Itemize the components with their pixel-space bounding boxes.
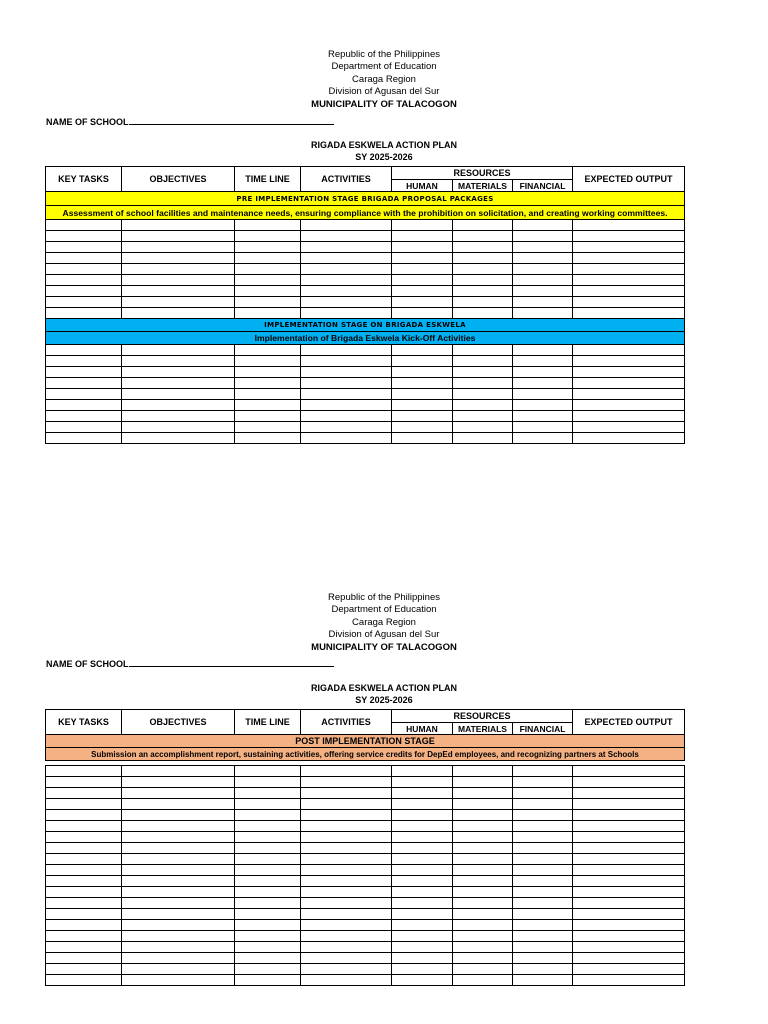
table-row[interactable] xyxy=(46,964,685,975)
table-row[interactable] xyxy=(46,777,685,788)
table-row[interactable] xyxy=(46,345,685,356)
table-row[interactable] xyxy=(46,832,685,843)
table-row[interactable] xyxy=(46,242,685,253)
table-row[interactable] xyxy=(46,975,685,986)
table-row[interactable] xyxy=(46,356,685,367)
header-line-region: Caraga Region xyxy=(352,73,416,85)
table-row[interactable] xyxy=(46,275,685,286)
letterhead xyxy=(0,592,768,654)
header-line-republic: Republic of the Philippines xyxy=(328,592,440,603)
col-expected-output: EXPECTED OUTPUT xyxy=(573,167,685,192)
pre-stage-description: Assessment of school facilities and maintenance needs, ensuring compliance with the prohibition on solicitation, and creating working committees. xyxy=(46,206,685,220)
table-row[interactable] xyxy=(46,297,685,308)
school-name-field[interactable] xyxy=(46,115,334,127)
header-line-division: Division of Agusan del Sur xyxy=(328,629,440,641)
col-expected-output: EXPECTED OUTPUT xyxy=(573,710,685,735)
impl-stage-description: Implementation of Brigada Eskwela Kick-Off Activities xyxy=(46,332,685,345)
col-materials: MATERIALS xyxy=(453,723,513,735)
pre-stage-title: PRE IMPLEMENTATION STAGE BRIGADA PROPOSAL PACKAGES xyxy=(46,192,685,206)
school-name-label: NAME OF SCHOOL xyxy=(46,117,129,127)
table-row[interactable] xyxy=(46,766,685,777)
table-row[interactable] xyxy=(46,422,685,433)
table-row[interactable] xyxy=(46,788,685,799)
table-row[interactable] xyxy=(46,389,685,400)
table-row[interactable] xyxy=(46,367,685,378)
table-row[interactable] xyxy=(46,220,685,231)
table-row[interactable] xyxy=(46,909,685,920)
post-stage-description: Submission an accomplishment report, sustaining activities, offering service credits for DepEd employees, and recognizing partners at Schools xyxy=(46,748,685,761)
col-time-line: TIME LINE xyxy=(235,710,301,735)
plan-title-block xyxy=(0,140,768,163)
plan-title-block xyxy=(0,683,768,706)
table-row[interactable] xyxy=(46,264,685,275)
table-row[interactable] xyxy=(46,821,685,832)
table-row[interactable] xyxy=(46,920,685,931)
table-row[interactable] xyxy=(46,411,685,422)
col-key-tasks: KEY TASKS xyxy=(46,167,122,192)
header-line-deped: Department of Education xyxy=(331,61,437,73)
col-materials: MATERIALS xyxy=(453,180,513,192)
school-name-blank-line[interactable] xyxy=(129,657,334,667)
col-financial: FINANCIAL xyxy=(513,180,573,192)
header-line-republic: Republic of the Philippines xyxy=(328,49,440,60)
col-financial: FINANCIAL xyxy=(513,723,573,735)
table-row[interactable] xyxy=(46,931,685,942)
header-line-municipality: MUNICIPALITY OF TALACOGON xyxy=(311,641,457,653)
col-time-line: TIME LINE xyxy=(235,167,301,192)
header-line-municipality: MUNICIPALITY OF TALACOGON xyxy=(311,98,457,110)
plan-title: RIGADA ESKWELA ACTION PLAN xyxy=(311,140,457,150)
header-line-deped: Department of Education xyxy=(331,604,437,616)
col-resources: RESOURCES xyxy=(392,710,573,723)
table-row[interactable] xyxy=(46,799,685,810)
table-row[interactable] xyxy=(46,308,685,319)
school-name-label: NAME OF SCHOOL xyxy=(46,659,129,669)
school-name-field[interactable] xyxy=(46,657,334,669)
letterhead xyxy=(0,49,768,111)
table-row[interactable] xyxy=(46,876,685,887)
table-row[interactable] xyxy=(46,887,685,898)
page-2 xyxy=(0,543,768,1024)
table-row[interactable] xyxy=(46,253,685,264)
post-stage-title: POST IMPLEMENTATION STAGE xyxy=(46,735,685,748)
table-row[interactable] xyxy=(46,953,685,964)
action-plan-table-1 xyxy=(45,166,685,444)
plan-title: RIGADA ESKWELA ACTION PLAN xyxy=(311,683,457,693)
table-row[interactable] xyxy=(46,865,685,876)
table-row[interactable] xyxy=(46,942,685,953)
page-1 xyxy=(0,0,768,500)
table-row[interactable] xyxy=(46,843,685,854)
table-row[interactable] xyxy=(46,231,685,242)
col-human: HUMAN xyxy=(392,180,453,192)
table-row[interactable] xyxy=(46,810,685,821)
col-objectives: OBJECTIVES xyxy=(122,710,235,735)
school-name-blank-line[interactable] xyxy=(129,115,334,125)
action-plan-table-2 xyxy=(45,709,685,986)
table-row[interactable] xyxy=(46,854,685,865)
col-activities: ACTIVITIES xyxy=(301,167,392,192)
col-objectives: OBJECTIVES xyxy=(122,167,235,192)
school-year: SY 2025-2026 xyxy=(355,151,413,162)
col-resources: RESOURCES xyxy=(392,167,573,180)
table-row[interactable] xyxy=(46,433,685,444)
header-line-region: Caraga Region xyxy=(352,616,416,628)
table-row[interactable] xyxy=(46,898,685,909)
col-human: HUMAN xyxy=(392,723,453,735)
header-line-division: Division of Agusan del Sur xyxy=(328,86,440,98)
school-year: SY 2025-2026 xyxy=(355,694,413,705)
table-row[interactable] xyxy=(46,400,685,411)
table-row[interactable] xyxy=(46,378,685,389)
impl-stage-title: IMPLEMENTATION STAGE ON BRIGADA ESKWELA xyxy=(46,319,685,332)
col-activities: ACTIVITIES xyxy=(301,710,392,735)
col-key-tasks: KEY TASKS xyxy=(46,710,122,735)
table-row[interactable] xyxy=(46,286,685,297)
